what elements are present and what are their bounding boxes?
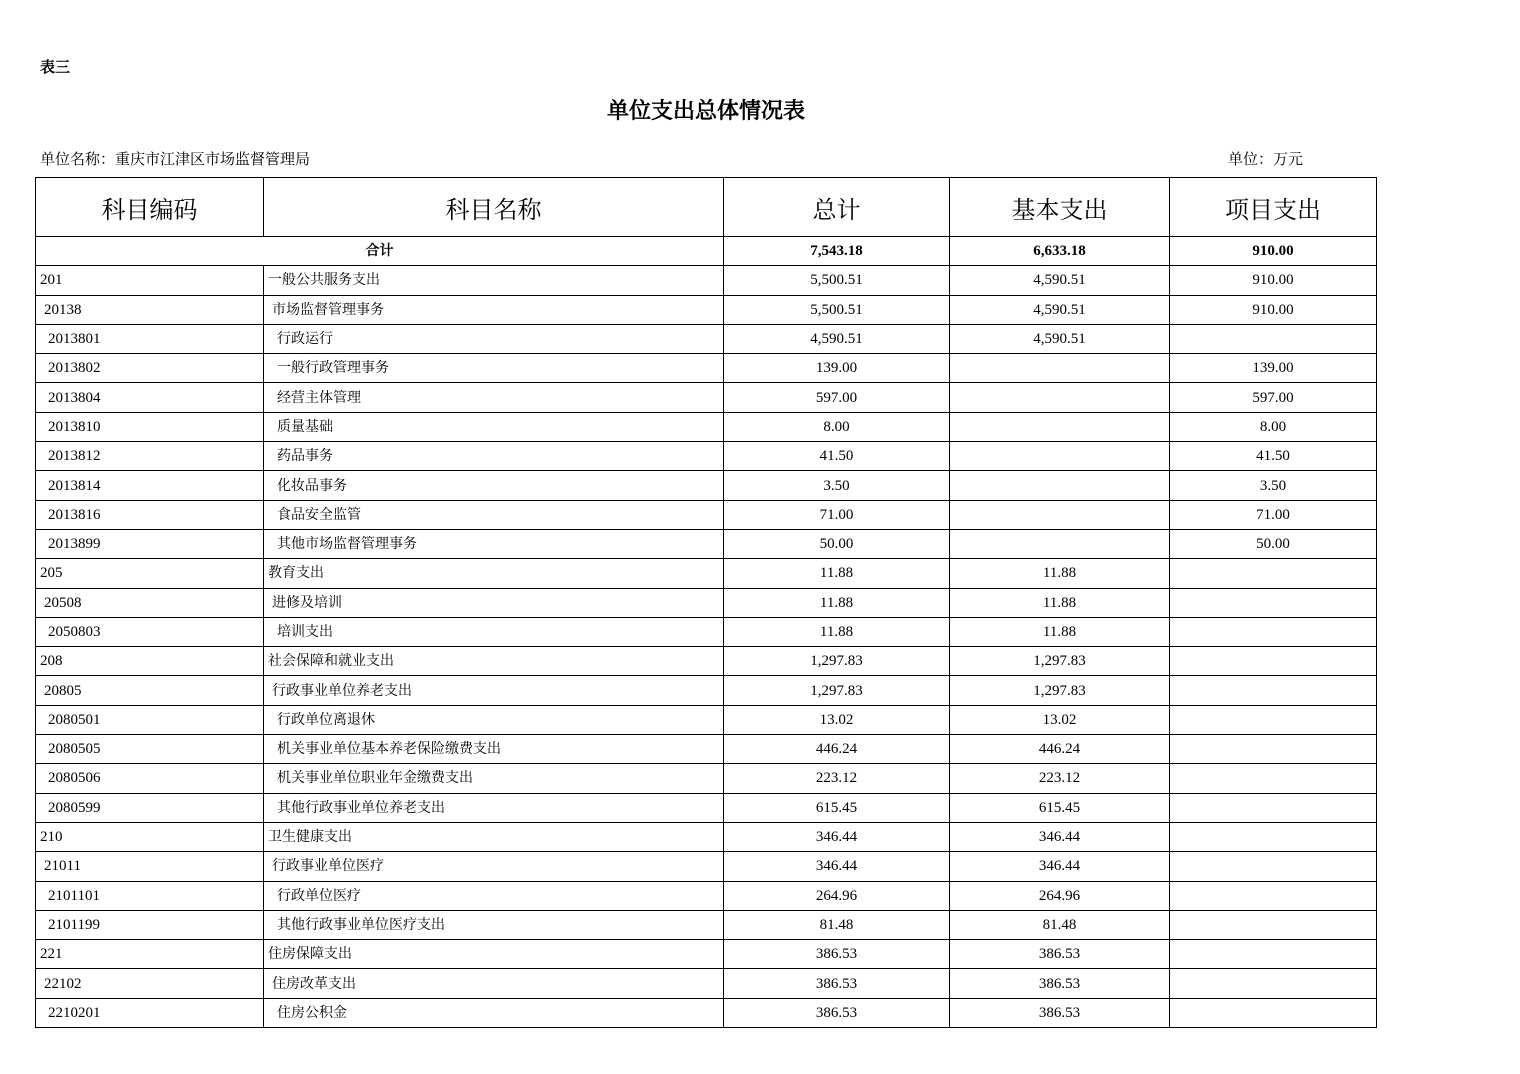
cell-basic [950,354,1170,383]
cell-name: 机关事业单位基本养老保险缴费支出 [264,735,724,764]
table-row [36,442,1377,471]
cell-name: 住房改革支出 [264,969,724,998]
cell-basic: 346.44 [950,852,1170,881]
cell-name: 教育支出 [264,559,724,588]
cell-name: 市场监督管理事务 [264,295,724,324]
cell-total: 13.02 [724,705,950,734]
cell-basic: 615.45 [950,793,1170,822]
table-row [36,647,1377,676]
cell-name: 其他市场监督管理事务 [264,529,724,558]
cell-project [1170,588,1377,617]
cell-project: 71.00 [1170,500,1377,529]
cell-name: 行政单位医疗 [264,881,724,910]
cell-project: 910.00 [1170,266,1377,295]
cell-basic: 1,297.83 [950,647,1170,676]
cell-total: 11.88 [724,617,950,646]
cell-total: 81.48 [724,910,950,939]
cell-code: 2013816 [36,500,264,529]
table-row [36,266,1377,295]
cell-basic [950,442,1170,471]
cell-total: 1,297.83 [724,676,950,705]
cell-name: 一般行政管理事务 [264,354,724,383]
cell-total: 11.88 [724,588,950,617]
cell-basic: 264.96 [950,881,1170,910]
cell-code: 20138 [36,295,264,324]
table-row [36,354,1377,383]
cell-name: 住房保障支出 [264,940,724,969]
total-row [36,237,1377,266]
cell-project: 597.00 [1170,383,1377,412]
cell-name: 住房公积金 [264,998,724,1027]
header-name: 科目名称 [264,178,724,237]
cell-code: 205 [36,559,264,588]
cell-code: 201 [36,266,264,295]
table-row [36,324,1377,353]
header-code: 科目编码 [36,178,264,237]
table-row [36,471,1377,500]
table-row [36,969,1377,998]
cell-total: 4,590.51 [724,324,950,353]
cell-project [1170,969,1377,998]
cell-total: 5,500.51 [724,295,950,324]
cell-basic [950,471,1170,500]
expenditure-table [35,177,1377,1028]
cell-total: 346.44 [724,822,950,851]
table-row [36,529,1377,558]
cell-code: 208 [36,647,264,676]
cell-basic: 386.53 [950,969,1170,998]
cell-basic: 4,590.51 [950,295,1170,324]
table-row [36,940,1377,969]
cell-basic [950,412,1170,441]
cell-project [1170,998,1377,1027]
cell-code: 2101101 [36,881,264,910]
cell-project [1170,559,1377,588]
cell-total: 5,500.51 [724,266,950,295]
cell-project [1170,793,1377,822]
cell-total: 50.00 [724,529,950,558]
cell-project: 8.00 [1170,412,1377,441]
cell-basic [950,500,1170,529]
cell-code: 2050803 [36,617,264,646]
cell-code: 21011 [36,852,264,881]
currency-unit: 单位：万元 [1228,150,1304,168]
cell-basic [950,383,1170,412]
cell-name: 质量基础 [264,412,724,441]
cell-name: 食品安全监管 [264,500,724,529]
cell-code: 2101199 [36,910,264,939]
cell-code: 2013899 [36,529,264,558]
cell-project [1170,764,1377,793]
cell-project: 910.00 [1170,295,1377,324]
table-row [36,764,1377,793]
cell-total: 41.50 [724,442,950,471]
cell-name: 机关事业单位职业年金缴费支出 [264,764,724,793]
cell-name: 药品事务 [264,442,724,471]
cell-project: 3.50 [1170,471,1377,500]
cell-project: 139.00 [1170,354,1377,383]
cell-code: 2013801 [36,324,264,353]
cell-basic [950,529,1170,558]
header-project: 项目支出 [1170,178,1377,237]
cell-total: 597.00 [724,383,950,412]
table-row [36,852,1377,881]
cell-code: 2013802 [36,354,264,383]
cell-name: 其他行政事业单位医疗支出 [264,910,724,939]
table-row [36,559,1377,588]
cell-basic: 4,590.51 [950,266,1170,295]
sheet-label: 表三 [40,58,71,76]
cell-name: 其他行政事业单位养老支出 [264,793,724,822]
table-row [36,500,1377,529]
total-basic: 6,633.18 [950,237,1170,266]
cell-code: 2080505 [36,735,264,764]
cell-basic: 13.02 [950,705,1170,734]
cell-code: 20805 [36,676,264,705]
header-basic: 基本支出 [950,178,1170,237]
cell-project [1170,676,1377,705]
header-total: 总计 [724,178,950,237]
cell-basic: 386.53 [950,940,1170,969]
cell-name: 行政事业单位医疗 [264,852,724,881]
cell-basic: 386.53 [950,998,1170,1027]
cell-total: 615.45 [724,793,950,822]
cell-code: 2080501 [36,705,264,734]
cell-total: 264.96 [724,881,950,910]
total-total: 7,543.18 [724,237,950,266]
cell-name: 经营主体管理 [264,383,724,412]
cell-project [1170,647,1377,676]
cell-project [1170,324,1377,353]
table-row [36,588,1377,617]
cell-total: 11.88 [724,559,950,588]
cell-basic: 11.88 [950,588,1170,617]
table-row [36,412,1377,441]
cell-name: 化妆品事务 [264,471,724,500]
cell-total: 8.00 [724,412,950,441]
cell-name: 一般公共服务支出 [264,266,724,295]
cell-code: 2013804 [36,383,264,412]
cell-code: 210 [36,822,264,851]
cell-basic: 11.88 [950,617,1170,646]
cell-name: 行政运行 [264,324,724,353]
cell-basic: 4,590.51 [950,324,1170,353]
cell-code: 2080599 [36,793,264,822]
table-row [36,793,1377,822]
cell-project [1170,940,1377,969]
cell-project: 41.50 [1170,442,1377,471]
cell-total: 71.00 [724,500,950,529]
table-row [36,910,1377,939]
table-row [36,705,1377,734]
unit-name: 单位名称：重庆市江津区市场监督管理局 [40,150,311,168]
total-project: 910.00 [1170,237,1377,266]
cell-total: 3.50 [724,471,950,500]
table-row [36,998,1377,1027]
cell-code: 2013814 [36,471,264,500]
total-label: 合计 [36,237,724,266]
table-row [36,735,1377,764]
cell-name: 培训支出 [264,617,724,646]
table-row [36,295,1377,324]
table-header-row [36,178,1377,237]
cell-basic: 223.12 [950,764,1170,793]
table-row [36,617,1377,646]
cell-name: 行政事业单位养老支出 [264,676,724,705]
cell-basic: 81.48 [950,910,1170,939]
cell-total: 1,297.83 [724,647,950,676]
cell-total: 139.00 [724,354,950,383]
table-row [36,881,1377,910]
cell-name: 进修及培训 [264,588,724,617]
cell-total: 346.44 [724,852,950,881]
cell-basic: 1,297.83 [950,676,1170,705]
cell-project [1170,735,1377,764]
cell-project [1170,852,1377,881]
cell-name: 行政单位离退休 [264,705,724,734]
cell-code: 221 [36,940,264,969]
cell-code: 20508 [36,588,264,617]
cell-total: 446.24 [724,735,950,764]
table-row [36,822,1377,851]
cell-code: 2013812 [36,442,264,471]
cell-code: 2013810 [36,412,264,441]
cell-code: 22102 [36,969,264,998]
page-title: 单位支出总体情况表 [606,99,805,124]
cell-name: 社会保障和就业支出 [264,647,724,676]
table-row [36,383,1377,412]
cell-code: 2210201 [36,998,264,1027]
cell-project [1170,881,1377,910]
cell-project: 50.00 [1170,529,1377,558]
cell-project [1170,910,1377,939]
cell-total: 386.53 [724,998,950,1027]
cell-code: 2080506 [36,764,264,793]
cell-basic: 446.24 [950,735,1170,764]
cell-total: 223.12 [724,764,950,793]
cell-project [1170,617,1377,646]
cell-total: 386.53 [724,940,950,969]
table-row [36,676,1377,705]
cell-basic: 11.88 [950,559,1170,588]
cell-basic: 346.44 [950,822,1170,851]
cell-project [1170,822,1377,851]
cell-project [1170,705,1377,734]
cell-name: 卫生健康支出 [264,822,724,851]
cell-total: 386.53 [724,969,950,998]
